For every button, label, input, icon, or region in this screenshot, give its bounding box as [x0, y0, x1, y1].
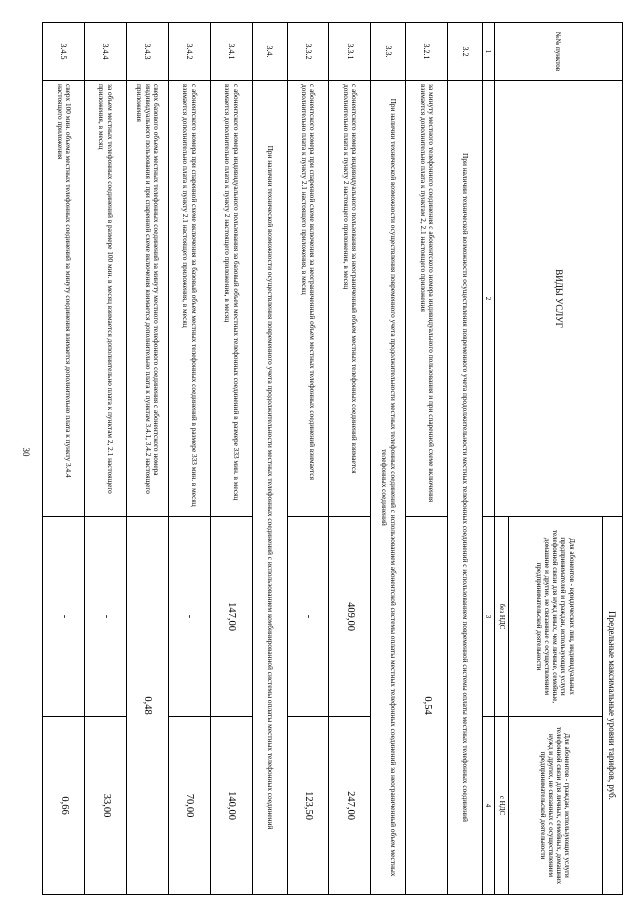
- item-number: 3.2.1: [406, 23, 448, 81]
- tariff-no-vat: -: [43, 517, 85, 717]
- service-description: с абонентского номера при спаренной схеме включения за базовый объем местных телефонных соединений в размере 333 мин. в месяц взимается дополнительно плата к пункту 2.1 настоящего приложения, в месяц: [168, 81, 210, 517]
- column-numbers-row: [482, 23, 494, 895]
- table-row: [406, 23, 448, 895]
- section-heading: При наличии технической возможности осуществления повременного учета продолжительности местных телефонных соединений с использованием комбинированной системы оплаты местных телефонных соединений: [252, 81, 287, 895]
- page-number: 30: [21, 447, 31, 457]
- service-description: сверх 100 мин. объема местных телефонных соединений за минуту соединения взимается дополнительно плата к пункту 3.4.4 настоящего приложения: [43, 81, 85, 517]
- tariff-no-vat: 147,00: [210, 517, 252, 717]
- tariff-with-vat: 247,00: [329, 717, 371, 895]
- item-number: 3.4.1: [210, 23, 252, 81]
- service-description: сверх базового объема местных телефонных соединений за минуту местного телефонного соединения с абонентского номера индивидуального пользования и при спаренной схеме включения взимается дополнительно плата к пунктам 3.4.1, 3.4.2 настоящего приложения: [126, 81, 168, 517]
- table-row: [252, 23, 287, 895]
- table-row: [287, 23, 329, 895]
- header-tariff-group: Предельные максимальные уровни тарифов, руб.: [602, 517, 622, 895]
- tariff-with-vat: 33,00: [85, 717, 127, 895]
- service-description: за объем местных телефонных соединений в размере 100 мин. в месяц взимается дополнительно плата к пунктам 2, 2.1 настоящего приложения, в месяц: [85, 81, 127, 517]
- header-row-1: [602, 23, 622, 895]
- tariff-table: [42, 22, 623, 895]
- table-row: [43, 23, 85, 895]
- tariff-with-vat: 123,50: [287, 717, 329, 895]
- table-row: [168, 23, 210, 895]
- tariff-shared-value: 0,48: [126, 517, 168, 895]
- section-heading: При наличии технической возможности осуществления повременного учета продолжительности местных телефонных соединений с использованием абонентской системы оплаты местных телефонных соединений за неограниченный объем местных телефонных соединений: [371, 81, 406, 895]
- item-number: 3.3.: [371, 23, 406, 81]
- tariff-no-vat: -: [287, 517, 329, 717]
- service-description: с абонентского номера индивидуального пользования за базовый объем местных телефонных соединений в размере 333 мин. в месяц взимается дополнительно плата к пункту 2 настоящего приложения, в месяц: [210, 81, 252, 517]
- section-heading: При наличии технической возможности осуществления повременного учета продолжительности местных телефонных соединений с использованием повременной системы оплаты местных телефонных соединений: [448, 81, 483, 895]
- item-number: 3.4.3: [126, 23, 168, 81]
- table-row: [210, 23, 252, 895]
- item-number: 3.4.4: [85, 23, 127, 81]
- header-service-types: ВИДЫ УСЛУГ: [494, 81, 622, 517]
- header-no-vat: без НДС: [494, 517, 508, 717]
- item-number: 3.2: [448, 23, 483, 81]
- table-row: [126, 23, 168, 895]
- header-with-vat: с НДС: [494, 717, 508, 895]
- header-citizens: Для абонентов - граждан, использующих услуги телефонной связи для личных, семейных, домашних нужд и других, не связанных с осуществлением предпринимательской деятельности: [509, 717, 602, 895]
- item-number: 3.4.5: [43, 23, 85, 81]
- tariff-with-vat: 0,66: [43, 717, 85, 895]
- item-number: 3.4.: [252, 23, 287, 81]
- table-row: [371, 23, 406, 895]
- item-number: 3.4.2: [168, 23, 210, 81]
- tariff-shared-value: 0,54: [406, 517, 448, 895]
- tariff-with-vat: 70,00: [168, 717, 210, 895]
- table-row: [85, 23, 127, 895]
- service-description: с абонентского номера при спаренной схеме включения за неограниченный объем местных телефонных соединений взимается дополнительно плата к пункту 2.1 настоящего приложения, в месяц: [287, 81, 329, 517]
- service-description: с абонентского номера индивидуального пользования за неограниченный объем местных телефонных соединений взимается дополнительно плата к пункту 2 настоящего приложения, в месяц: [329, 81, 371, 517]
- tariff-no-vat: -: [85, 517, 127, 717]
- tariff-no-vat: -: [168, 517, 210, 717]
- item-number: 3.3.2: [287, 23, 329, 81]
- column-number: 2: [482, 81, 494, 517]
- header-legal-entities: Для абонентов - юридических лиц, индивидуальных предпринимателей и граждан, использующих услуги телефонной связи для нужд иных, чем личные, семейные, домашние и другие, не связанные с осуществлением предпринимательской деятельности: [509, 517, 602, 717]
- table-row: [448, 23, 483, 895]
- header-item-number: №№ пунктов: [494, 23, 622, 81]
- column-number: 4: [482, 717, 494, 895]
- item-number: 3.3.1: [329, 23, 371, 81]
- tariff-no-vat: 409,00: [329, 517, 371, 717]
- service-description: за минуту местного телефонного соединения с абонентского номера индивидуального пользования и при спаренной схеме включения взимается дополнительно плата к пунктам 2, 2.1 настоящего приложения: [406, 81, 448, 517]
- column-number: 3: [482, 517, 494, 717]
- table-row: [329, 23, 371, 895]
- tariff-with-vat: 140,00: [210, 717, 252, 895]
- rotated-page: [42, 22, 623, 894]
- column-number: 1: [482, 23, 494, 81]
- rotated-content: [42, 22, 623, 894]
